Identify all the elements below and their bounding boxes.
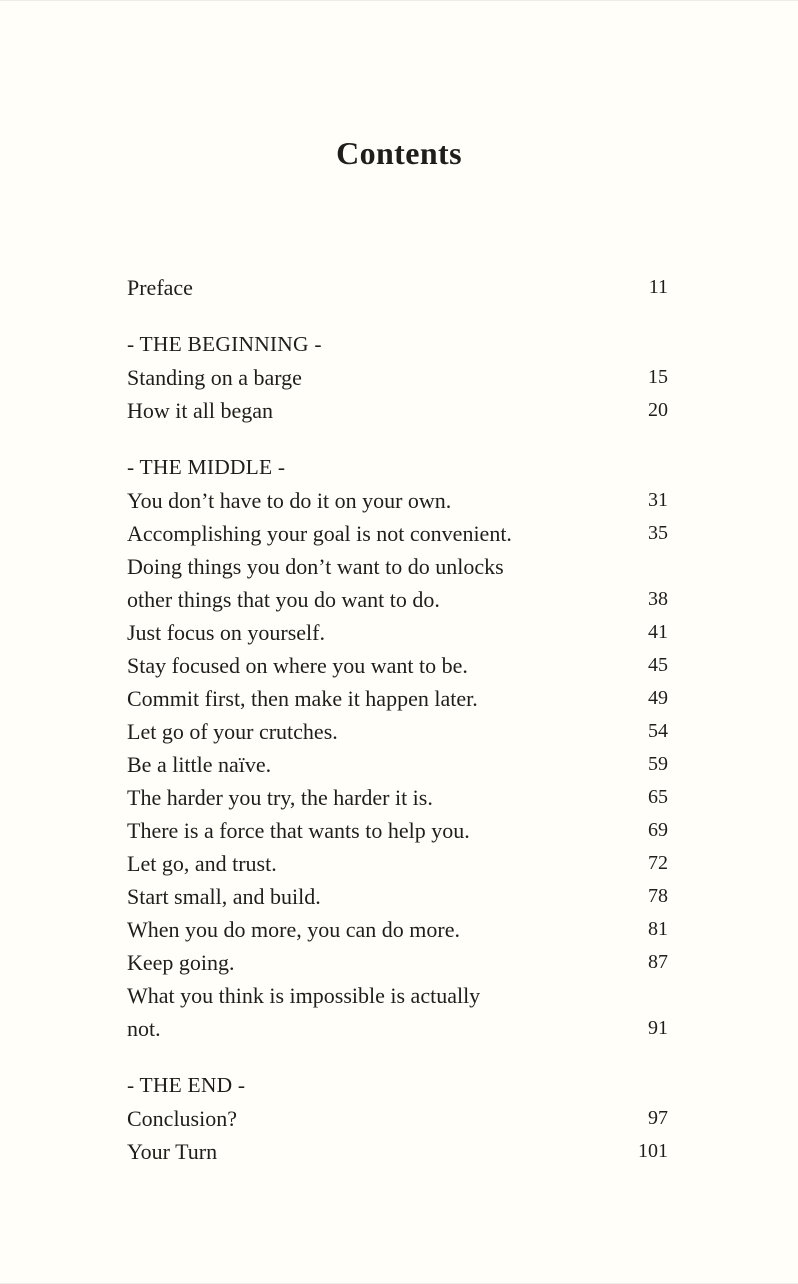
toc-entry[interactable] [127,361,668,394]
entry-title [127,979,480,1045]
page-number: 65 [648,786,668,808]
toc-entry[interactable] [127,715,668,748]
entry-title-line: Standing on a barge [127,365,302,390]
entry-title-line: Keep going. [127,950,235,975]
entry-title-line: Commit first, then make it happen later. [127,686,478,711]
toc-section-header: - THE MIDDLE - [127,455,286,479]
toc-entry[interactable] [127,394,668,427]
entry-title-line: Let go of your crutches. [127,719,338,744]
entry-title [127,682,478,715]
page-number: 41 [648,621,668,643]
toc-entry[interactable] [127,271,668,304]
entry-title [127,715,338,748]
entry-title-line: There is a force that wants to help you. [127,818,470,843]
entry-title [127,394,273,427]
toc-entry[interactable] [127,550,668,616]
entry-title [127,484,451,517]
toc-entry[interactable] [127,781,668,814]
page-number: 45 [648,654,668,676]
entry-title-line: Let go, and trust. [127,851,277,876]
page-number: 54 [648,720,668,742]
entry-title [127,880,321,913]
toc-entry[interactable] [127,946,668,979]
entry-title-line: Start small, and build. [127,884,321,909]
toc-entry[interactable] [127,880,668,913]
entry-title [127,361,302,394]
toc-entry[interactable] [127,979,668,1045]
entry-title-line: Conclusion? [127,1106,237,1131]
entry-title-line: not. [127,1016,161,1041]
entry-title [127,814,470,847]
toc-entry[interactable] [127,484,668,517]
toc-entry[interactable] [127,748,668,781]
page-number: 101 [638,1140,668,1162]
entry-title-line: The harder you try, the harder it is. [127,785,433,810]
entry-title-line: How it all began [127,398,274,423]
entry-title-line: What you think is impossible is actually [127,983,481,1008]
toc-section-header: - THE BEGINNING - [127,332,322,356]
toc-section-spacer [127,427,668,451]
toc-entry[interactable] [127,616,668,649]
page-number: 97 [648,1107,668,1129]
entry-title-line: Your Turn [127,1139,218,1164]
entry-title-line: Doing things you don’t want to do unlocks [127,554,504,579]
toc-entry[interactable] [127,682,668,715]
entry-title [127,946,235,979]
entry-title [127,271,193,304]
entry-title [127,913,460,946]
toc-entry[interactable] [127,913,668,946]
toc-section-spacer [127,304,668,328]
toc-entry[interactable] [127,1102,668,1135]
page-number: 11 [648,276,668,298]
page-number: 15 [648,366,668,388]
page-number: 81 [648,918,668,940]
page-number: 38 [648,588,668,610]
entry-title [127,781,433,814]
page-number: 69 [648,819,668,841]
entry-title-line: Be a little naïve. [127,752,272,777]
page-number: 78 [648,885,668,907]
toc-entry[interactable] [127,517,668,550]
toc-entry[interactable] [127,1135,668,1168]
entry-title-line: Accomplishing your goal is not convenient. [127,521,512,546]
page-number: 31 [648,489,668,511]
entry-title [127,847,277,880]
page-number: 91 [648,1017,668,1039]
page-number: 35 [648,522,668,544]
entry-title [127,616,325,649]
entry-title-line: Just focus on yourself. [127,620,325,645]
entry-title-line: other things that you do want to do. [127,587,440,612]
entry-title [127,1135,217,1168]
page-number: 49 [648,687,668,709]
toc-section-header: - THE END - [127,1073,246,1097]
entry-title [127,1102,237,1135]
entry-title-line: You don’t have to do it on your own. [127,488,452,513]
table-of-contents [0,271,798,1168]
page-number: 20 [648,399,668,421]
entry-title [127,649,468,682]
entry-title-line: Stay focused on where you want to be. [127,653,468,678]
page-title: Contents [336,135,462,171]
entry-title-line: When you do more, you can do more. [127,917,460,942]
entry-title [127,748,271,781]
page-number: 59 [648,753,668,775]
toc-entry[interactable] [127,847,668,880]
toc-section-spacer [127,1045,668,1069]
toc-entry[interactable] [127,814,668,847]
page-number: 72 [648,852,668,874]
entry-title [127,550,504,616]
entry-title-line: Preface [127,275,193,300]
entry-title [127,517,512,550]
toc-entry[interactable] [127,649,668,682]
page-number: 87 [648,951,668,973]
